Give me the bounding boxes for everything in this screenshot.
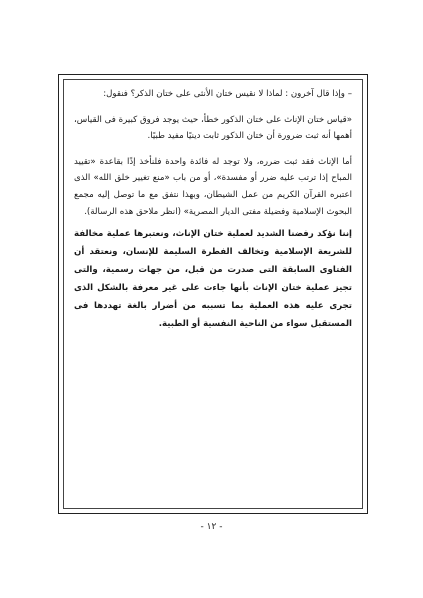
paragraph-conclusion: إننا نؤكد رفضنا الشديد لعملية ختان الإناث، ونعتبرها عملية مخالفة للشريعة الإسلامية وتخالف الفطرة السليمة للإنسان، ونعتقد أن الفتاوى السابقة التى صدرت من قبل، من جهات رسمية، والتى تجيز عملية ختان الإناث بأنها جاءت على غير معرفة بالشكل الذى تجرى عليه هذه العملية بما تسببه من أضرار بالغة تهددها فى المستقبل سواء من الناحية النفسية أو الطبية.: [74, 229, 352, 330]
text-frame: [63, 79, 363, 509]
paragraph-quote-1: «قياس ختان الإناث على ختان الذكور خطأ، حيث يوجد فروق كبيرة فى القياس، أهمها أنه ثبت ضرورة أن ختان الذكور ثابت دينيًا مفيد طبيًا.: [74, 114, 352, 142]
paragraph-quote-2: أما الإناث فقد ثبت ضرره، ولا توجد له فائدة واحدة فلنأخذ إذًا بقاعدة «تقييد المباح إذا ترتب عليه ضرر أو مفسدة»، أو من باب «منع تغيير خلق الله» الذى اعتبره القرآن الكريم من عمل الشيطان، وبهذا نتفق مع ما توصل إليه مجمع البحوث الإسلامية وفضيلة مفتى الديار المصرية» (انظر ملاحق هذه الرسالة).: [74, 156, 352, 217]
paragraph-question: – وإذا قال آخرون : لماذا لا نقيس ختان الأنثى على ختان الذكر؟ فنقول:: [103, 89, 352, 99]
page-number: - ١٢ -: [200, 522, 223, 532]
